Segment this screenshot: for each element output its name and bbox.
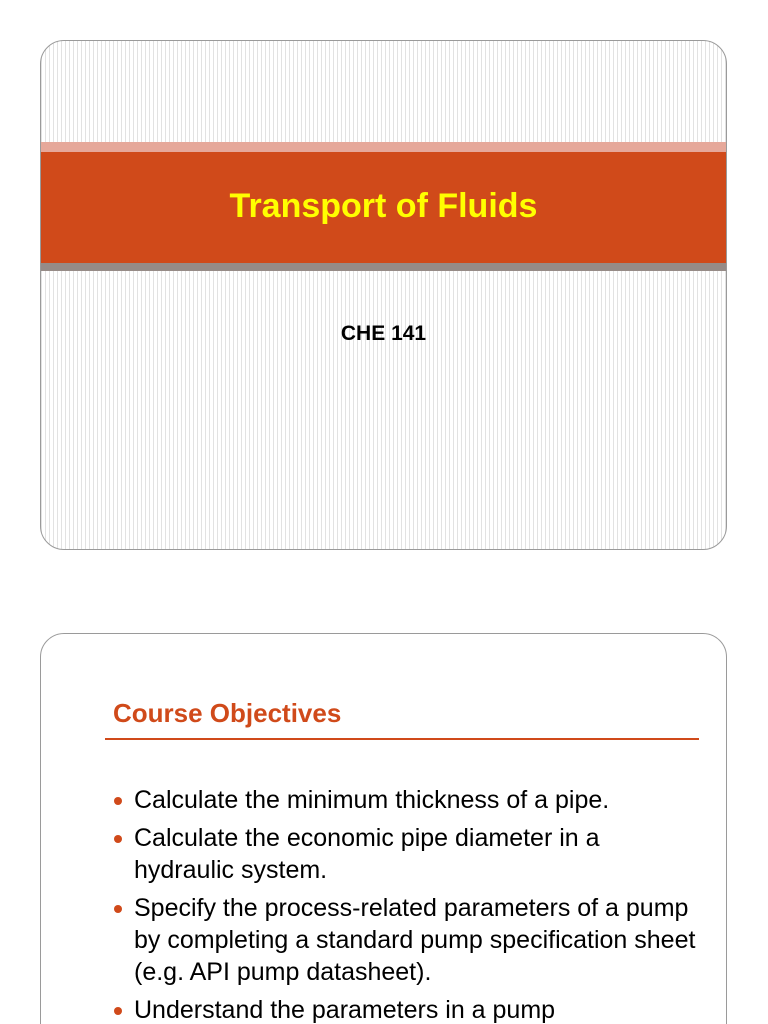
title-slide xyxy=(40,40,727,550)
course-code: CHE 141 xyxy=(340,322,427,345)
objectives-heading: Course Objectives xyxy=(113,698,342,728)
list-item-text: Specify the process-related parameters of a pump by completing a standard pump specification sheet (e.g. API pump datasheet). xyxy=(134,894,696,986)
title-band-shadow xyxy=(41,263,726,271)
list-item xyxy=(113,994,703,1024)
list-item-text: Understand the parameters in a pump xyxy=(134,996,556,1024)
list-item xyxy=(113,784,703,816)
bullet-icon xyxy=(114,1007,122,1015)
bullet-icon xyxy=(114,797,122,805)
heading-divider xyxy=(105,738,699,740)
objectives-slide xyxy=(40,633,727,1024)
list-item-text: Calculate the minimum thickness of a pipe. xyxy=(134,786,610,814)
list-item xyxy=(113,822,703,886)
bullet-icon xyxy=(114,905,122,913)
bullet-icon xyxy=(114,835,122,843)
title-band-highlight xyxy=(41,142,726,152)
objectives-list xyxy=(113,784,703,1024)
list-item-text: Calculate the economic pipe diameter in a hydraulic system. xyxy=(134,824,600,884)
slide-title: Transport of Fluids xyxy=(229,187,538,225)
list-item xyxy=(113,892,703,988)
